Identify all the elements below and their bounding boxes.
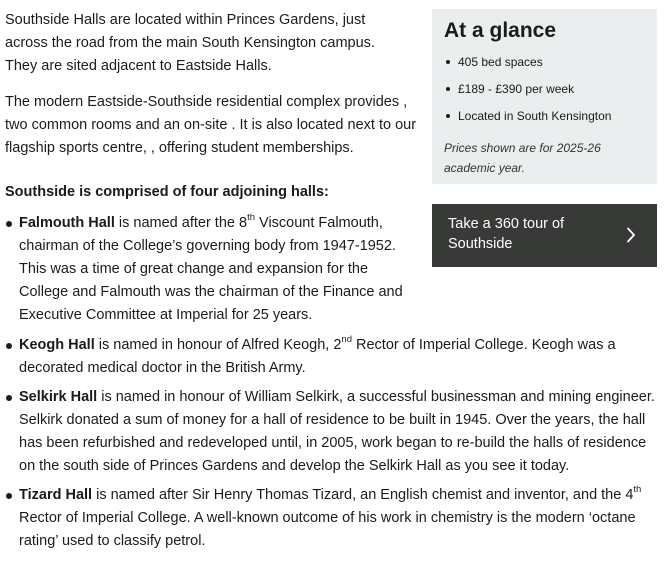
at-a-glance-box bbox=[432, 9, 657, 184]
hall-name: Selkirk Hall bbox=[19, 389, 98, 405]
intro-paragraph-location: Southside Halls are located within Princes Gardens, just across the road from the main South Kensington campus. They are sited adjacent to Eastside Halls. bbox=[5, 12, 375, 74]
chevron-right-icon bbox=[626, 227, 636, 243]
hall-text: Viscount Falmouth, chairman of the College’s governing body from 1947-1952. This was a time of great change and expansion for the College and Falmouth was the chairman of the Finance and Executive Committee at Imperial for 25 years. bbox=[19, 215, 403, 323]
tour-360-button[interactable] bbox=[432, 204, 657, 267]
at-a-glance-list bbox=[432, 49, 657, 130]
glance-item-price bbox=[432, 76, 657, 103]
ordinal-suffix: th bbox=[247, 212, 255, 224]
bullet-icon bbox=[446, 87, 450, 91]
hall-description bbox=[19, 484, 647, 553]
hall-name: Keogh Hall bbox=[19, 337, 95, 353]
price-note: Prices shown are for 2025-26 academic year. bbox=[444, 141, 601, 175]
hall-name: Tizard Hall bbox=[19, 487, 93, 503]
glance-item-text: Located in South Kensington bbox=[458, 109, 612, 123]
at-a-glance-title: At a glance bbox=[444, 19, 557, 42]
ordinal-suffix: th bbox=[633, 484, 642, 496]
ordinal-suffix: nd bbox=[341, 334, 352, 346]
hall-description bbox=[19, 386, 659, 478]
bullet-icon bbox=[6, 343, 12, 349]
bullet-icon bbox=[446, 60, 450, 64]
hall-text: Rector of Imperial College. Keogh was a decorated medical doctor in the British Army. bbox=[19, 337, 616, 376]
hall-text: is named in honour of William Selkirk, a successful businessman and mining engineer. Selkirk donated a sum of money for a hall of residence to be built in 1945. Over the years, the hall has been refurbished and redeveloped until, in 2005, work began to re-build the halls of residence on the south side of Princes Gardens and develop the Selkirk Hall as you see it today. bbox=[19, 389, 655, 474]
glance-item-text: 405 bed spaces bbox=[458, 55, 543, 69]
bullet-icon bbox=[6, 493, 12, 499]
halls-heading: Southside is comprised of four adjoining halls: bbox=[5, 184, 329, 200]
hall-text: Rector of Imperial College. A well-known outcome of his work in chemistry is the modern ‘octane rating’ used to classify petrol. bbox=[19, 510, 636, 549]
glance-item-location bbox=[432, 103, 657, 130]
bullet-icon bbox=[446, 114, 450, 118]
hall-text: is named in honour of Alfred Keogh, 2 bbox=[94, 337, 342, 353]
hall-description bbox=[19, 334, 619, 380]
hall-text: is named after the 8 bbox=[114, 215, 248, 231]
tour-360-button-label: Take a 360 tour of Southside bbox=[448, 216, 565, 252]
hall-name: Falmouth Hall bbox=[19, 215, 115, 231]
hall-description bbox=[19, 212, 409, 327]
bullet-icon bbox=[6, 221, 12, 227]
glance-item-bed-spaces bbox=[432, 49, 657, 76]
intro-paragraph-facilities: The modern Eastside-Southside residential complex provides , two common rooms and an on-site . It is also located next to our flagship sports centre, , offering student memberships. bbox=[5, 94, 417, 156]
glance-item-text: £189 - £390 per week bbox=[458, 82, 575, 96]
hall-text: is named after Sir Henry Thomas Tizard, an English chemist and inventor, and the 4 bbox=[92, 487, 634, 503]
bullet-icon bbox=[6, 395, 12, 401]
